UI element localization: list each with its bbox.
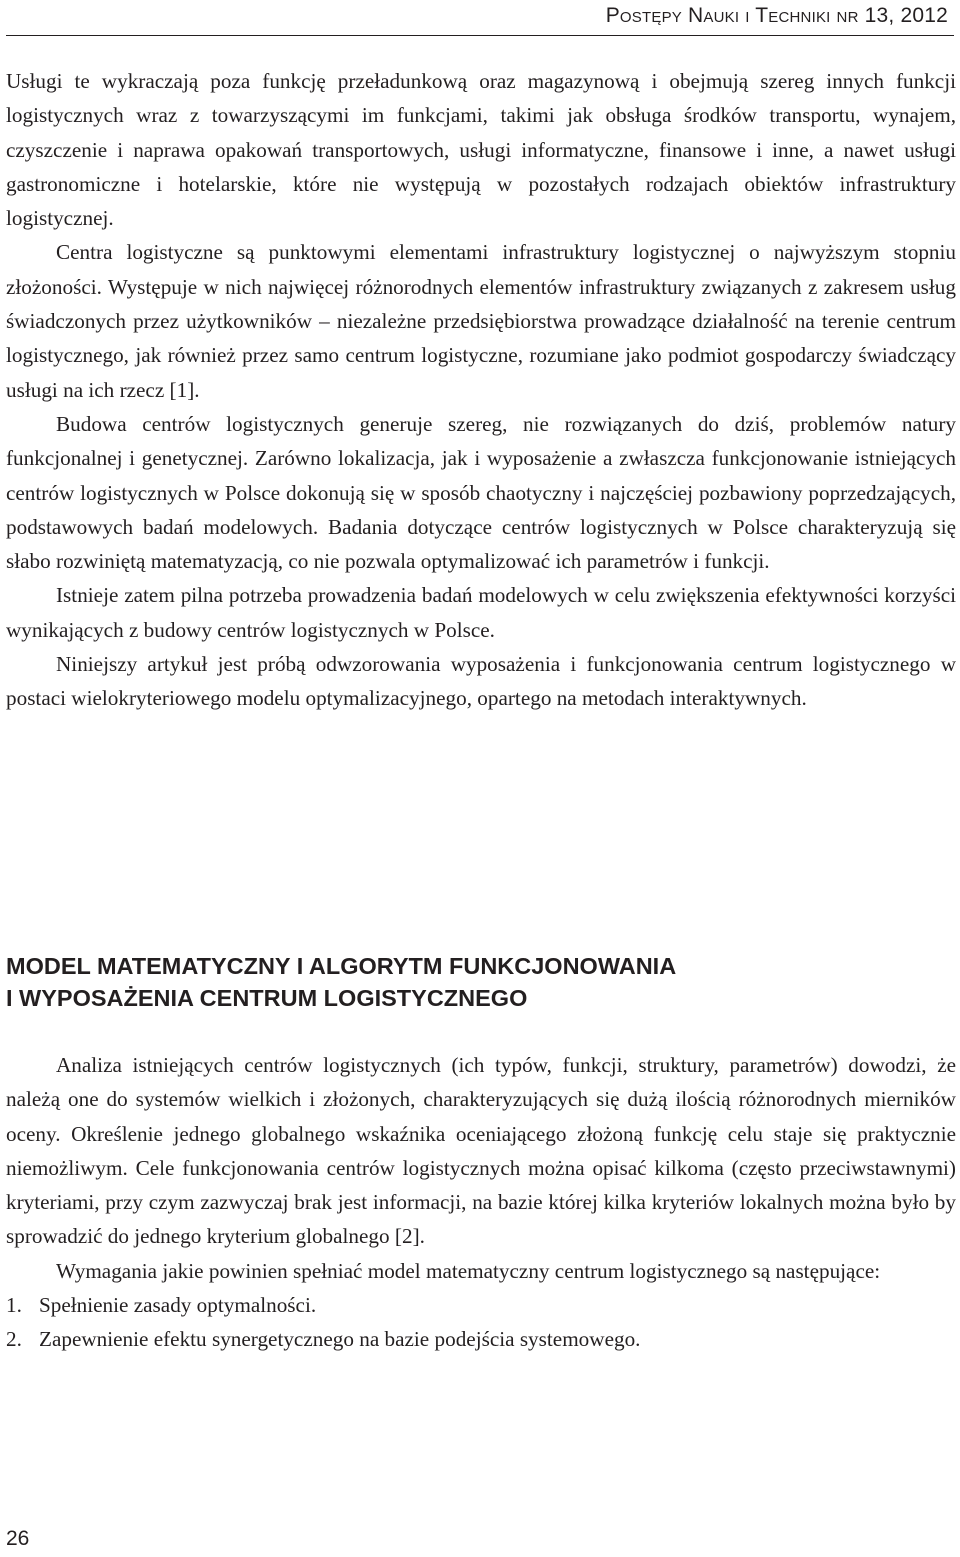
running-header: Postępy Nauki i Techniki nr 13, 2012 — [605, 4, 948, 27]
section-heading-line: MODEL MATEMATYCZNY I ALGORYTM FUNKCJONOWANIA — [6, 953, 677, 979]
paragraph: Niniejszy artykuł jest próbą odwzorowania wyposażenia i funkcjonowania centrum logistycznego w postaci wielokryteriowego modelu optymalizacyjnego, opartego na metodach interaktywnych. — [6, 652, 956, 711]
list-item-number: 2. — [6, 1327, 22, 1352]
requirements-list — [6, 1288, 956, 1357]
list-item — [6, 1322, 956, 1356]
paragraph: Wymagania jakie powinien spełniać model matematyczny centrum logistycznego są następujące: — [56, 1258, 881, 1283]
header-rule — [6, 35, 954, 36]
list-item-text: Zapewnienie efektu synergetycznego na bazie podejścia systemowego. — [39, 1327, 641, 1352]
paragraph: Istnieje zatem pilna potrzeba prowadzenia badań modelowych w celu zwiększenia efektywności korzyści wynikających z budowy centrów logistycznych w Polsce. — [6, 583, 956, 642]
section-heading — [6, 950, 956, 1014]
page-number: 26 — [6, 1527, 30, 1550]
paragraph: Usługi te wykraczają poza funkcję przeładunkową oraz magazynową i obejmują szereg innych funkcji logistycznych wraz z towarzyszącymi im funkcjami, takimi jak obsługa środków transportu, wynajem, czyszczenie i naprawa opakowań transportowych, usługi informatyczne, finansowe i inne, a nawet usługi gastronomiczne i hotelarskie, które nie występują w pozostałych rodzajach obiektów infrastruktury logistycznej. — [6, 69, 956, 231]
section-heading-line: I WYPOSAŻENIA CENTRUM LOGISTYCZNEGO — [6, 985, 528, 1011]
list-item-number: 1. — [6, 1293, 22, 1318]
paragraph: Centra logistyczne są punktowymi elementami infrastruktury logistycznej o najwyższym stopniu złożoności. Występuje w nich najwięcej różnorodnych elementów infrastruktury związanych z zakresem usług świadczonych przez użytkowników – niezależne przedsiębiorstwa prowadzące działalność na terenie centrum logistycznego, jak również przez samo centrum logistyczne, rozumiane jako podmiot gospodarczy świadczący usługi na ich rzecz [1]. — [6, 240, 956, 402]
list-item — [6, 1288, 956, 1322]
intro-section — [6, 64, 956, 716]
paragraph: Budowa centrów logistycznych generuje szereg, nie rozwiązanych do dziś, problemów natury funkcjonalnej i genetycznej. Zarówno lokalizacja, jak i wyposażenie a zwłaszcza funkcjonowanie istniejących centrów logistycznych w Polsce dokonują się w sposób chaotyczny i najczęściej pozbawiony poprzedzających, podstawowych badań modelowych. Badania dotyczące centrów logistycznych w Polsce charakteryzują się słabo rozwiniętą matematyzacją, co nie pozwala optymalizować ich parametrów i funkcji. — [6, 411, 956, 574]
list-item-text: Spełnienie zasady optymalności. — [39, 1293, 317, 1318]
paragraph: Analiza istniejących centrów logistycznych (ich typów, funkcji, struktury, parametrów) dowodzi, że należą one do systemów wielkich i złożonych, charakteryzujących się dużą ilością różnorodnych mierników oceny. Określenie jednego globalnego wskaźnika oceniającego złożoną funkcję celu staje się praktycznie niemożliwym. Cele funkcjonowania centrów logistycznych można opisać kilkoma (często przeciwstawnymi) kryteriami, przy czym zazwyczaj brak jest informacji, na bazie której kilka kryteriów lokalnych można było by sprowadzić do jednego kryterium globalnego [2]. — [6, 1053, 956, 1249]
model-section — [6, 1048, 956, 1357]
